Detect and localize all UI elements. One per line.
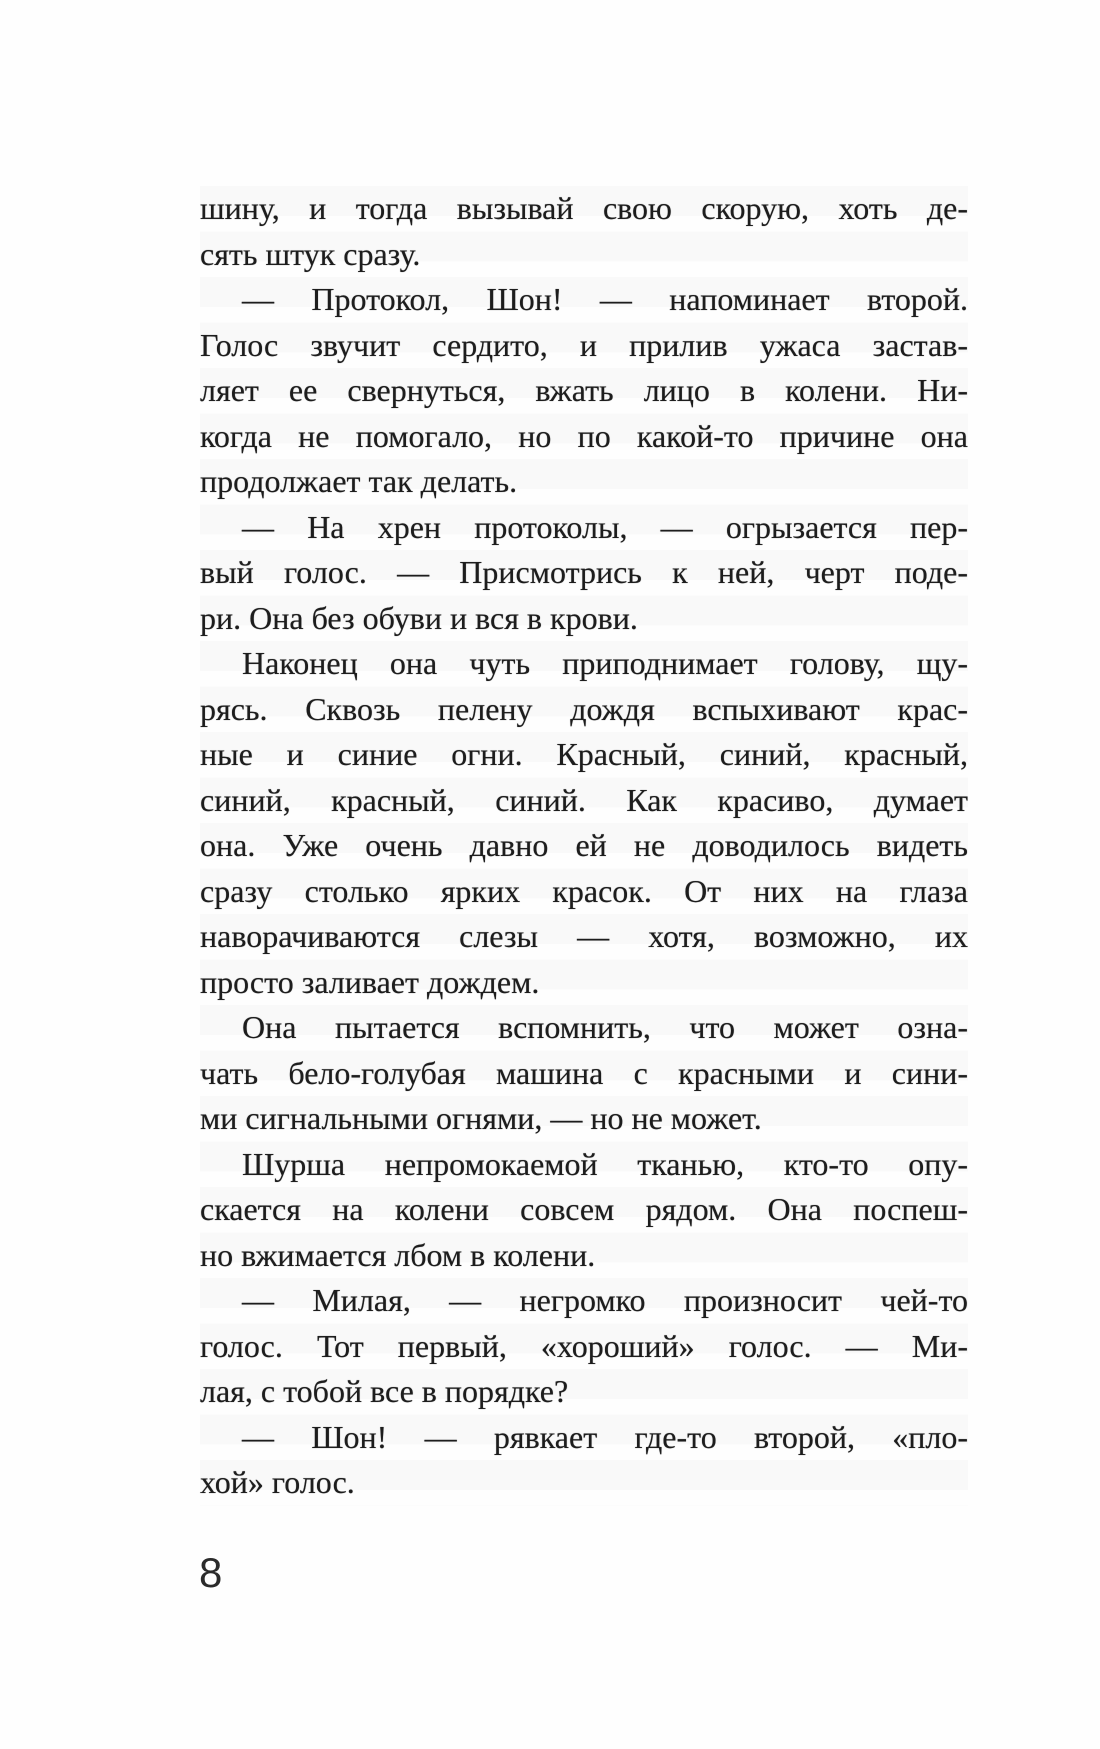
text-line: но вжимается лбом в колени.	[200, 1236, 596, 1273]
text-line: синий, красный, синий. Как красиво, думает	[200, 781, 968, 818]
text-line: лая, с тобой все в порядке?	[200, 1373, 569, 1409]
text-block	[200, 186, 968, 1506]
text-line: Наконец она чуть приподнимает голову, щу-	[242, 645, 968, 681]
text-line: вый голос. — Присмотрись к ней, черт поде-	[200, 554, 968, 590]
text-line: она. Уже очень давно ей не доводилось видеть	[200, 827, 968, 863]
text-line: просто заливает дождем.	[200, 963, 540, 1000]
paragraph	[200, 641, 968, 1005]
text-line: — Милая, — негромко произносит чей-то	[242, 1282, 968, 1318]
text-line: Голос звучит сердито, и прилив ужаса застав-	[200, 326, 968, 363]
text-line: Она пытается вспомнить, что может озна-	[242, 1009, 968, 1045]
text-line: продолжает так делать.	[200, 463, 518, 499]
text-line: когда не помогало, но по какой-то причине она	[200, 417, 968, 454]
text-line: сразу столько ярких красок. От них на глаза	[200, 872, 968, 909]
text-line: рясь. Сквозь пелену дождя вспыхивают крас-	[200, 690, 968, 727]
text-line: хой» голос.	[200, 1464, 355, 1500]
text-line: — Протокол, Шон! — напоминает второй.	[242, 281, 968, 317]
text-line: ри. Она без обуви и вся в крови.	[200, 599, 638, 636]
paragraph	[200, 1415, 968, 1506]
paragraph	[200, 1278, 968, 1415]
text-line: ные и синие огни. Красный, синий, красный,	[200, 736, 968, 772]
paragraph	[200, 1005, 968, 1142]
text-line: ляет ее свернуться, вжать лицо в колени. Ни-	[200, 372, 968, 408]
text-line: Шурша непромокаемой тканью, кто-то опу-	[242, 1145, 968, 1182]
paragraph	[200, 277, 968, 505]
text-line: шину, и тогда вызывай свою скорую, хоть де-	[200, 190, 968, 226]
text-line: — Шон! — рявкает где-то второй, «пло-	[242, 1418, 968, 1455]
text-line: голос. Тот первый, «хороший» голос. — Ми-	[200, 1327, 968, 1364]
text-line: наворачиваются слезы — хотя, возможно, их	[200, 918, 968, 954]
paragraph	[200, 186, 968, 277]
text-line: сять штук сразу.	[200, 235, 421, 272]
text-line: ми сигнальными огнями, — но не может.	[200, 1100, 762, 1136]
text-line: скается на колени совсем рядом. Она поспеш-	[200, 1191, 968, 1227]
page-number: 8	[199, 1549, 223, 1596]
paragraph	[200, 505, 968, 642]
text-line: — На хрен протоколы, — огрызается пер-	[242, 508, 968, 545]
text-line: чать бело-голубая машина с красными и сини-	[200, 1054, 968, 1091]
paragraph	[200, 1142, 968, 1279]
